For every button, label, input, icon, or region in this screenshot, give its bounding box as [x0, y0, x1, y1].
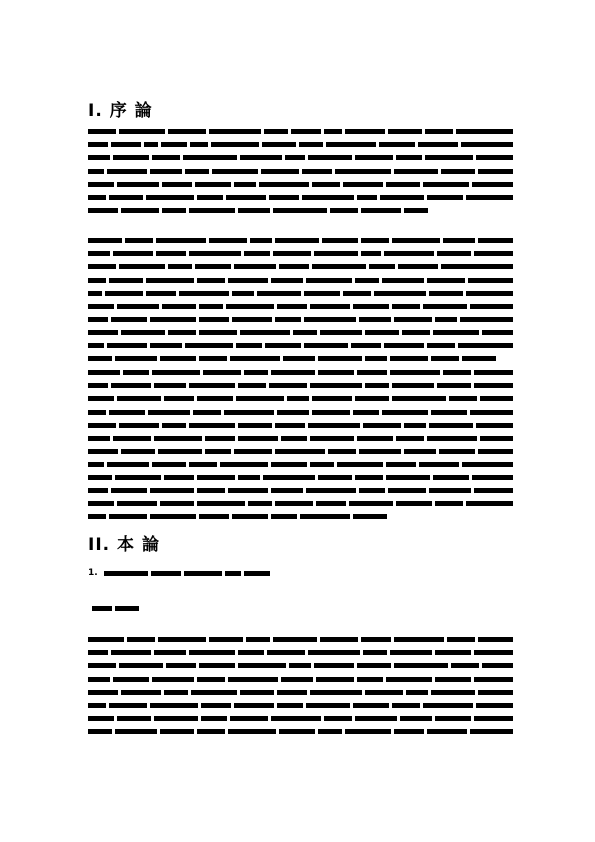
subsection-heading [88, 568, 98, 578]
section-heading-body: II. 本 論 [88, 535, 160, 555]
subsection-number: 1. [88, 568, 98, 578]
section-heading-introduction: I. 序 論 [88, 101, 153, 121]
